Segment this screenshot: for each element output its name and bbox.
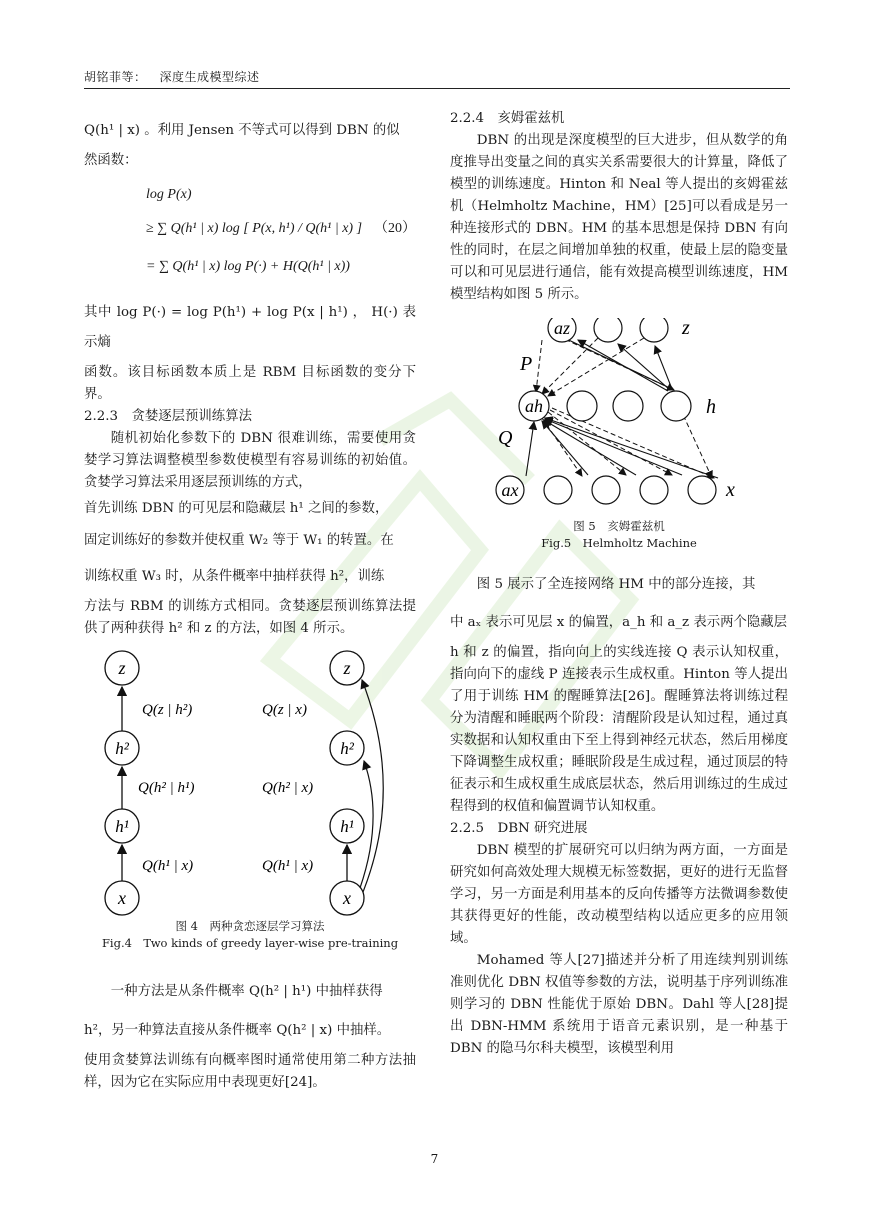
para2-e: 方法与 RBM 的训练方式相同。贪婪逐层预训练算法提供了两种获得 h² 和 z 的方法，如图 4 所示。: [84, 599, 416, 636]
fig5-label-Q: Q: [498, 427, 513, 449]
fig4-caption-en: Fig.4 Two kinds of greedy layer-wise pre-training: [101, 936, 399, 950]
para3-b: h²，另一种算法直接从条件概率 Q(h² | x) 中抽样。: [84, 1023, 391, 1038]
eq-line-1: log P(x): [146, 187, 192, 202]
page-number: 7: [430, 1152, 439, 1166]
fig4-left-node-h1: h¹: [115, 817, 129, 836]
header-rule: [84, 88, 790, 89]
fig5-layer-x: x: [726, 479, 735, 501]
fig4-right-node-h2: h²: [340, 739, 354, 758]
right-para2-c: h 和 z 的偏置，指向向上的实线连接 Q 表示认知权重，指向向下的虚线 P 连接表示生成权重。Hinton 等人提出了用于训练 HM 的醒睡算法[26]。醒睡算法将训练过程分为清醒和睡眠两个阶段：清醒阶段是认知过程，通过真实数据和认知权重由下至上得到神经元状态，然后用梯度下降调整生成权重；睡眠阶段是生成过程，通过顶层的特征表示和生成权重生成底层状态，然后用训练过的生成过程得到的权值和偏置调节认知权重。: [450, 645, 788, 814]
right-para3: DBN 模型的扩展研究可以归纳为两方面，一方面是研究如何高效处理大规模无标签数据，更好的进行无监督学习，另一方面是利用基本的反向传播等方法微调参数使其获得更好的性能，改动模型结构以适应更多的应用领域。: [450, 843, 788, 946]
equation-20: [84, 180, 416, 292]
fig5-node-ah: ah: [525, 396, 543, 416]
running-header: [84, 68, 259, 85]
equation-number: （20）: [374, 221, 416, 236]
para2-d: 训练权重 W₃ 时，从条件概率中抽样获得 h²，训练: [84, 569, 385, 584]
fig4-left-label-2: Q(h² | h¹): [138, 780, 195, 796]
fig4-left-label-3: Q(h¹ | x): [142, 858, 194, 874]
fig4-right-node-h1: h¹: [340, 817, 354, 836]
fig4-left-stack: [105, 651, 194, 915]
fig4-caption-cn: 图 4 两种贪恋逐层学习算法: [175, 919, 325, 933]
fig4-right-label-2: Q(h² | x): [262, 780, 314, 796]
fig4-right-stack: [262, 651, 383, 915]
right-column: [450, 108, 788, 1060]
fig4-left-label-1: Q(z | h²): [142, 702, 193, 718]
header-authors: 胡铭菲等：: [84, 70, 147, 84]
right-para4: Mohamed 等人[27]描述并分析了用连续判别训练准则优化 DBN 权值等参数的方法，说明基于序列训练准则学习的 DBN 性能优于原始 DBN。Dahl 等人[28]提出 DBN-HMM 系统用于语音元素识别，是一种基于 DBN 的隐马尔科夫模型，该模型利用: [450, 953, 788, 1056]
fig5-caption-en: Fig.5 Helmholtz Machine: [541, 536, 697, 550]
fig4-right-label-1: Q(z | x): [262, 702, 307, 718]
header-title: 深度生成模型综述: [159, 70, 260, 84]
intro-line-1: Q(h¹ | x) 。利用 Jensen 不等式可以得到 DBN 的似: [84, 123, 400, 138]
eq-line-3: = ∑ Q(h¹ | x) log P(·) + H(Q(h¹ | x)): [146, 259, 350, 274]
section-2-2-4-heading: 2.2.4 亥姆霍兹机: [450, 111, 565, 126]
section-2-2-5-heading: 2.2.5 DBN 研究进展: [450, 821, 588, 836]
para2: 随机初始化参数下的 DBN 很难训练，需要使用贪婪学习算法调整模型参数使模型有容易训练的初始值。贪婪学习算法采用逐层预训练的方式，: [84, 431, 416, 490]
right-para2-a: 图 5 展示了全连接网络 HM 中的部分连接，其: [476, 577, 756, 592]
fig5-node-az: az: [553, 318, 571, 338]
fig4-left-node-h2: h²: [115, 739, 129, 758]
fig5-caption-cn: 图 5 亥姆霍兹机: [573, 519, 665, 533]
fig5-label-P: P: [520, 353, 533, 375]
fig4-left-node-x: x: [118, 888, 126, 908]
right-para2-b: 中 aₓ 表示可见层 x 的偏置，a_h 和 a_z 表示两个隐藏层: [450, 615, 788, 630]
fig4-left-node-z: z: [118, 658, 126, 678]
fig5-node-ax: ax: [501, 480, 519, 500]
para1-line-2: 函数。该目标函数本质上是 RBM 目标函数的变分下界。: [84, 365, 416, 402]
right-para1: DBN 的出现是深度模型的巨大进步，但从数学的角度推导出变量之间的真实关系需要很大的计算量，降低了模型的训练速度。Hinton 和 Neal 等人提出的亥姆霍兹机（Helmholtz Machine，HM）[25]可以看成是另一种连接形式的 DBN。HM 的基本思想是保持 DBN 有向性的同时，在层之间增加单独的权重，使最上层的隐变量可以和可见层进行通信，能有效提高模型训练速度，HM 模型结构如图 5 所示。: [450, 133, 788, 302]
para3-c: 使用贪婪算法训练有向概率图时通常使用第二种方法抽样，因为它在实际应用中表现更好[24]。: [84, 1053, 416, 1090]
para3-a: 一种方法是从条件概率 Q(h² | h¹) 中抽样获得: [110, 984, 383, 999]
intro-line-2: 然函数：: [84, 153, 138, 168]
eq-line-2: ≥ ∑ Q(h¹ | x) log [ P(x, h¹) / Q(h¹ | x) ]: [146, 221, 363, 236]
para2-b: 首先训练 DBN 的可见层和隐藏层 h¹ 之间的参数，: [84, 501, 389, 516]
left-column: [84, 116, 416, 1094]
para1-line-1: 其中 log P(·) = log P(h¹) + log P(x | h¹) ， H(·) 表示熵: [84, 305, 416, 350]
fig5-layer-z: z: [682, 318, 690, 339]
figure-4: [84, 648, 416, 918]
fig4-right-label-3: Q(h¹ | x): [262, 858, 314, 874]
para2-c: 固定训练好的参数并使权重 W₂ 等于 W₁ 的转置。在: [84, 533, 394, 548]
figure-5: [450, 318, 788, 508]
fig5-layer-h: h: [706, 396, 716, 418]
fig4-right-node-z: z: [343, 658, 351, 678]
section-2-2-3-heading: 2.2.3 贪婪逐层预训练算法: [84, 409, 252, 424]
fig4-right-node-x: x: [343, 888, 351, 908]
